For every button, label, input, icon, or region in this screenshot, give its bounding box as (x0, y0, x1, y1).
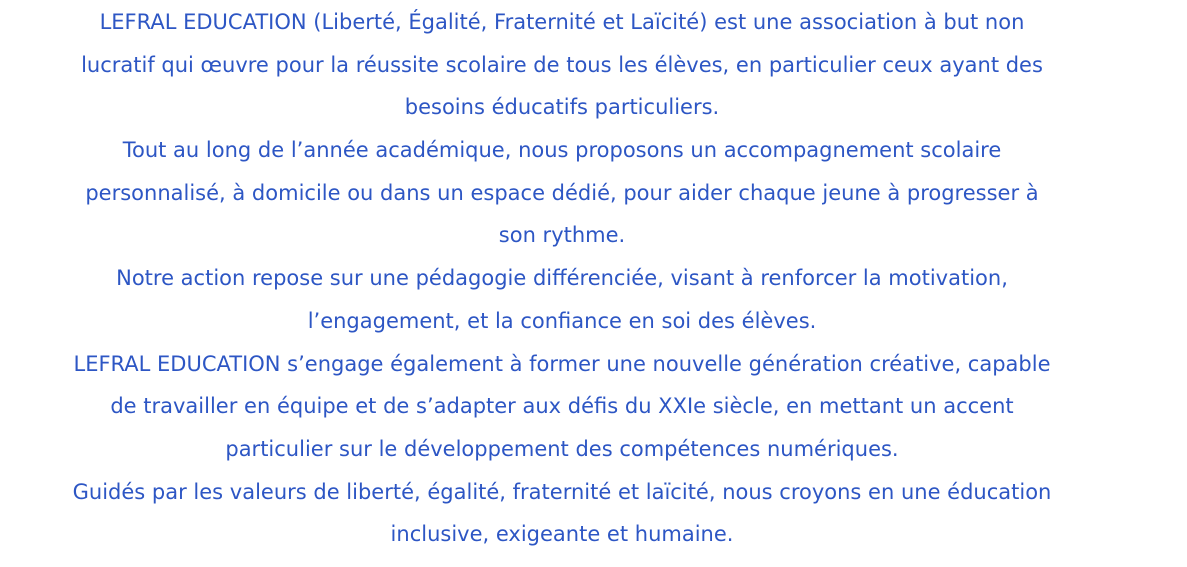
text-line: besoins éducatifs particuliers. (404, 95, 720, 120)
text-line: Guidés par les valeurs de liberté, égalité, fraternité et laïcité, nous croyons en une éducation (72, 479, 1052, 504)
paragraph-values (0, 471, 1124, 556)
text-line: LEFRAL EDUCATION s’engage également à former une nouvelle génération créative, capable (73, 351, 1051, 376)
text-line: personnalisé, à domicile ou dans un espace dédié, pour aider chaque jeune à progresser à (85, 180, 1039, 205)
text-line: son rythme. (498, 223, 626, 248)
paragraph-digital-skills (0, 343, 1124, 471)
text-line: LEFRAL EDUCATION (Liberté, Égalité, Fraternité et Laïcité) est une association à but non (99, 10, 1025, 34)
paragraph-support (0, 129, 1124, 257)
text-line: particulier sur le développement des compétences numériques. (225, 436, 899, 461)
paragraph-pedagogy (0, 257, 1124, 342)
text-line: lucratif qui œuvre pour la réussite scolaire de tous les élèves, en particulier ceux ayant des (81, 52, 1043, 77)
text-line: Notre action repose sur une pédagogie différenciée, visant à renforcer la motivation, (116, 266, 1008, 291)
text-line: de travailler en équipe et de s’adapter aux défis du XXIe siècle, en mettant un accent (110, 394, 1014, 419)
text-line: l’engagement, et la confiance en soi des élèves. (307, 308, 817, 333)
text-line: Tout au long de l’année académique, nous proposons un accompagnement scolaire (122, 138, 1002, 163)
text-line: inclusive, exigeante et humaine. (390, 522, 734, 547)
paragraph-mission (0, 1, 1124, 129)
